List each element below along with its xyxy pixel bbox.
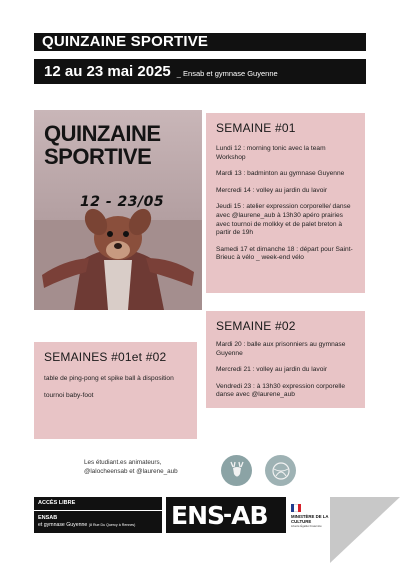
ensab-logo-right: AB: [231, 500, 268, 530]
poster-date: 12 - 23/05: [80, 194, 165, 210]
week1-item: Mardi 13 : badminton au gymnase Guyenne: [216, 170, 345, 178]
week2-item: Vendredi 23 : à 13h30 expression corporelle danse avec @laurene_aub: [216, 382, 346, 399]
event-location: _ Ensab et gymnase Guyenne: [176, 69, 278, 78]
ministere-name: MINISTÈRE DE LA CULTURE: [291, 514, 329, 524]
address-line1: ENSAB: [38, 515, 58, 521]
ensab-logo-dash: -: [223, 502, 232, 528]
week2-title: SEMAINE #02: [216, 319, 296, 333]
week1-item: Lundi 12 : morning tonic avec la team Workshop: [216, 145, 326, 161]
poster-title: [44, 122, 202, 168]
poster-title-line2: SPORTIVE: [44, 144, 152, 169]
address-line2: [38, 522, 135, 528]
ensab-logo: [166, 497, 286, 533]
decorative-triangle: [330, 497, 400, 563]
access-label: ACCÈS LIBRE: [34, 497, 162, 511]
poster-title-line1: QUINZAINE: [44, 121, 161, 146]
ministere-motto: Liberté Égalité Fraternité: [291, 524, 322, 528]
week1-item: Samedi 17 et dimanche 18 : départ pour Saint-Brieuc à vélo _ week-end vélo: [216, 245, 353, 262]
both-weeks-item: tournoi baby-foot: [44, 391, 94, 399]
ball-logo-icon: [265, 455, 296, 486]
week1-item: Jeudi 15 : atelier expression corporelle/ danse avec @laurene_aub à 13h30 apéro prairies avec tournoi de molkky et de palet breton à partir de 19h: [216, 203, 351, 237]
week1-title: SEMAINE #01: [216, 121, 296, 135]
event-dates: 12 au 23 mai 2025: [44, 63, 171, 80]
week2-box: [206, 311, 365, 408]
week2-item: Mercredi 21 : volley au jardin du lavoir: [216, 366, 328, 374]
address-venue: et gymnase Guyenne: [38, 522, 88, 528]
week1-item: Mercredi 14 : volley au jardin du lavoir: [216, 186, 328, 194]
mascot-right-eye: [123, 231, 129, 237]
deer-logo-icon: [221, 455, 252, 486]
ministere-logo: [291, 504, 335, 528]
mascot-left-eye: [107, 231, 113, 237]
credits-line2: @lalocheensab et @laurene_aub: [84, 468, 178, 475]
french-flag-icon: [291, 504, 301, 512]
mascot-shirt: [104, 260, 132, 310]
credits-line1: Les étudiant.es animateurs,: [84, 459, 162, 466]
page-title: QUINZAINE SPORTIVE: [34, 33, 366, 51]
mascot-nose: [114, 243, 122, 249]
week2-item: Mardi 20 : balle aux prisonniers au gymnase Guyenne: [216, 341, 346, 357]
week1-box: [206, 113, 365, 293]
date-bar: [34, 59, 366, 84]
both-weeks-box: [34, 342, 197, 439]
both-weeks-title: SEMAINES #01et #02: [44, 350, 167, 364]
poster-image: [34, 110, 202, 310]
ensab-logo-left: ENS: [171, 500, 225, 530]
credits: [84, 458, 214, 476]
both-weeks-item: table de ping-pong et spike ball à disposition: [44, 375, 174, 382]
access-info: [34, 497, 162, 533]
address-street: (8 Rue Du Quercy à Rennes): [88, 523, 136, 527]
